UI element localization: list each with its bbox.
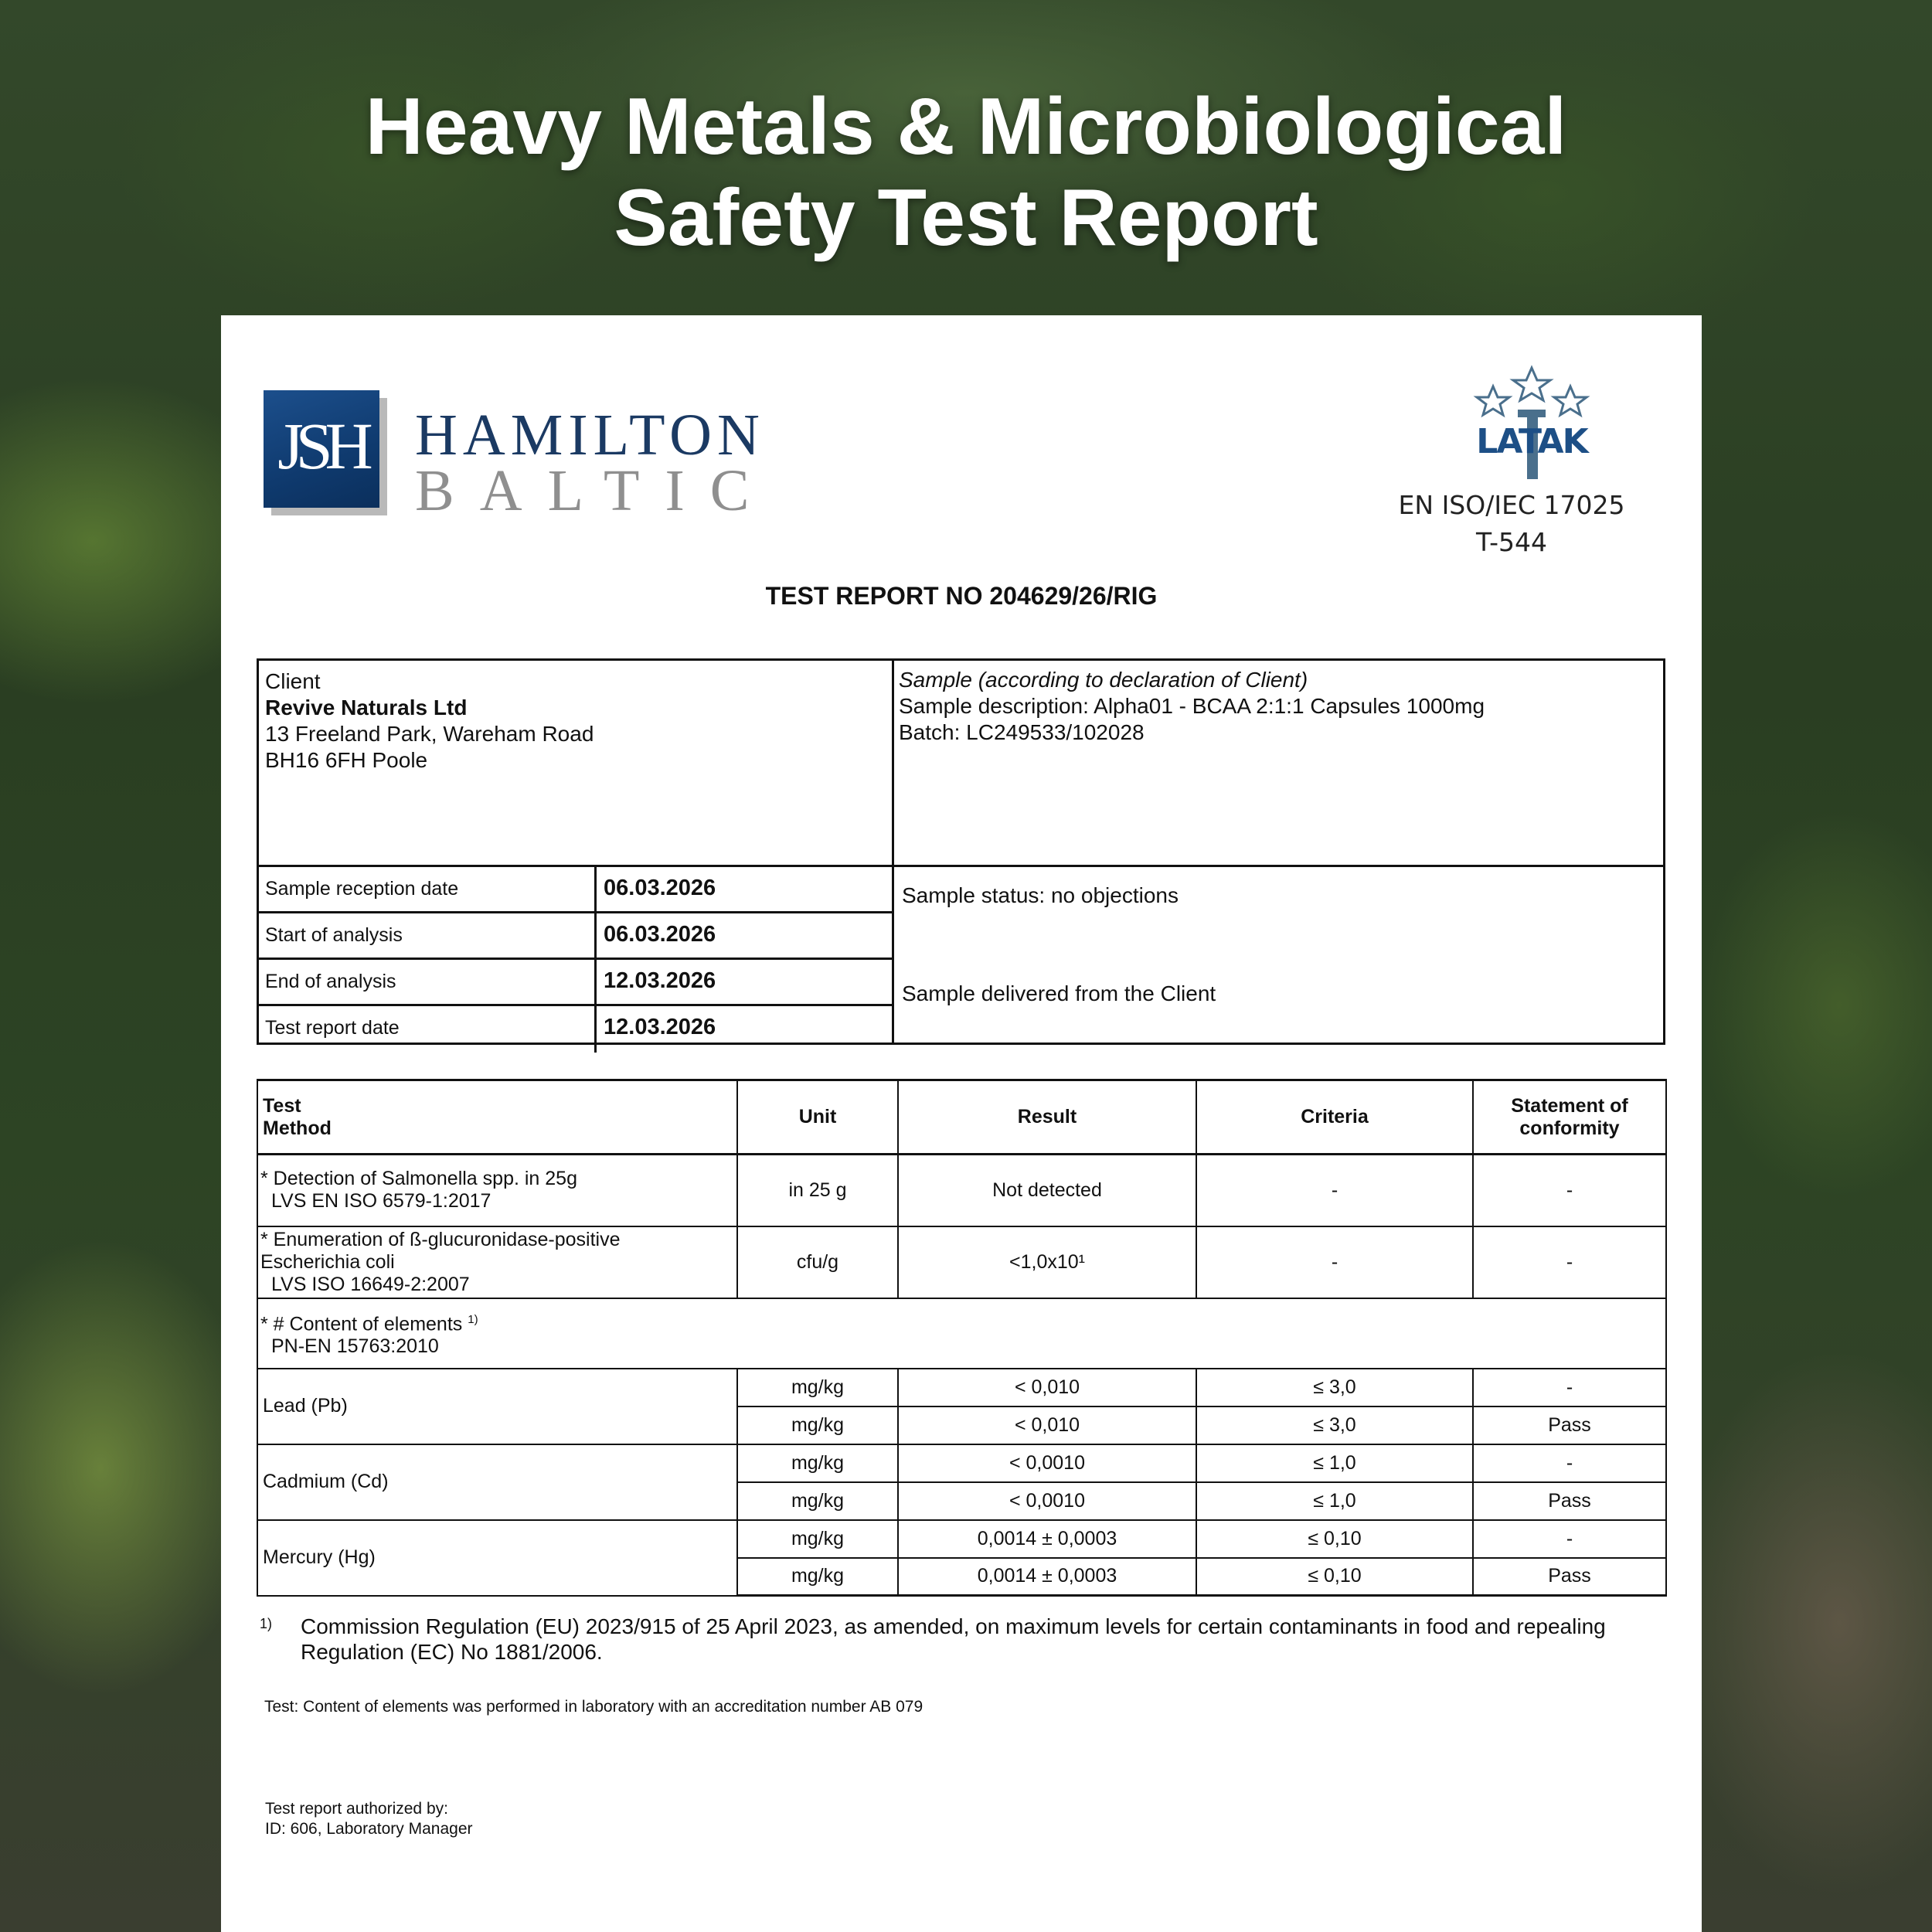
table-row-salmonella bbox=[257, 1155, 1666, 1226]
report-document bbox=[221, 315, 1702, 1932]
conformity-cell: Pass bbox=[1473, 1558, 1666, 1596]
laboratory-note: Test: Content of elements was performed in laboratory with an accreditation number AB 079 bbox=[264, 1698, 923, 1716]
date-label: Sample reception date bbox=[265, 878, 459, 900]
date-label: Test report date bbox=[265, 1017, 400, 1039]
result-cell: < 0,010 bbox=[898, 1369, 1196, 1406]
footnote-text: Commission Regulation (EU) 2023/915 of 25 April 2023, as amended, on maximum levels for certain contaminants in food and repealing Regulation (EC) No 1881/2006. bbox=[301, 1614, 1606, 1664]
criteria-cell: ≤ 0,10 bbox=[1196, 1558, 1473, 1596]
date-row bbox=[259, 1006, 892, 1050]
date-row bbox=[259, 867, 892, 913]
report-number: TEST REPORT NO 204629/26/RIG bbox=[765, 582, 1158, 610]
client-block bbox=[265, 668, 594, 774]
date-value: 06.03.2026 bbox=[604, 876, 716, 900]
result-cell: 0,0014 ± 0,0003 bbox=[898, 1558, 1196, 1596]
logo-monogram-box bbox=[264, 390, 379, 508]
result-cell: < 0,010 bbox=[898, 1406, 1196, 1444]
date-row bbox=[259, 913, 892, 960]
client-name: Revive Naturals Ltd bbox=[265, 696, 468, 719]
client-address-line1: 13 Freeland Park, Wareham Road bbox=[265, 722, 594, 746]
authorization-block bbox=[265, 1799, 473, 1839]
authorization-line2: ID: 606, Laboratory Manager bbox=[265, 1820, 473, 1838]
results-table bbox=[257, 1079, 1667, 1597]
criteria-cell: - bbox=[1196, 1226, 1473, 1298]
logo-monogram: JSH bbox=[277, 409, 366, 483]
method-cell: * Enumeration of ß-glucuronidase-positive Escherichia coli LVS ISO 16649-2:2007 bbox=[257, 1226, 737, 1298]
header-test-method: Test Method bbox=[257, 1080, 737, 1155]
header-criteria: Criteria bbox=[1196, 1080, 1473, 1155]
unit-cell: mg/kg bbox=[737, 1369, 898, 1406]
result-cell: < 0,0010 bbox=[898, 1444, 1196, 1482]
conformity-cell: - bbox=[1473, 1226, 1666, 1298]
hamilton-baltic-logo bbox=[264, 390, 804, 522]
info-box bbox=[257, 658, 1665, 1045]
accreditation-code: T-544 bbox=[1475, 527, 1548, 557]
footnote-mark: 1) bbox=[260, 1616, 273, 1631]
result-cell: < 0,0010 bbox=[898, 1482, 1196, 1520]
header-unit: Unit bbox=[737, 1080, 898, 1155]
conformity-cell: - bbox=[1473, 1155, 1666, 1226]
client-address-line2: BH16 6FH Poole bbox=[265, 748, 428, 772]
criteria-cell: - bbox=[1196, 1155, 1473, 1226]
client-heading: Client bbox=[265, 669, 321, 693]
sample-description: Sample description: Alpha01 - BCAA 2:1:1 Capsules 1000mg bbox=[899, 694, 1485, 718]
results-header-row bbox=[257, 1080, 1666, 1155]
conformity-cell: - bbox=[1473, 1369, 1666, 1406]
sample-status: Sample status: no objections bbox=[902, 883, 1179, 907]
logo-word-hamilton: HAMILTON bbox=[415, 403, 765, 468]
hero-title-line1: Heavy Metals & Microbiological bbox=[365, 82, 1567, 172]
latak-accreditation-logo bbox=[1447, 362, 1617, 485]
date-label: End of analysis bbox=[265, 971, 396, 992]
result-cell: 0,0014 ± 0,0003 bbox=[898, 1520, 1196, 1558]
date-value: 06.03.2026 bbox=[604, 922, 716, 947]
latak-logo-text: LATAK bbox=[1476, 422, 1587, 461]
result-cell: <1,0x10¹ bbox=[898, 1226, 1196, 1298]
table-row-mercury bbox=[257, 1520, 1666, 1558]
unit-cell: in 25 g bbox=[737, 1155, 898, 1226]
logo-word-baltic: BALTIC bbox=[415, 458, 775, 523]
method-cell: * Detection of Salmonella spp. in 25g LVS EN ISO 6579-1:2017 bbox=[257, 1155, 737, 1226]
criteria-cell: ≤ 3,0 bbox=[1196, 1369, 1473, 1406]
criteria-cell: ≤ 0,10 bbox=[1196, 1520, 1473, 1558]
criteria-cell: ≤ 3,0 bbox=[1196, 1406, 1473, 1444]
criteria-cell: ≤ 1,0 bbox=[1196, 1444, 1473, 1482]
table-row-cadmium bbox=[257, 1444, 1666, 1482]
date-label: Start of analysis bbox=[265, 924, 403, 946]
conformity-cell: - bbox=[1473, 1444, 1666, 1482]
date-value: 12.03.2026 bbox=[604, 968, 716, 993]
criteria-cell: ≤ 1,0 bbox=[1196, 1482, 1473, 1520]
table-row-lead bbox=[257, 1369, 1666, 1406]
hero-title-line2: Safety Test Report bbox=[614, 173, 1318, 263]
dates-table bbox=[259, 867, 892, 1050]
date-row bbox=[259, 960, 892, 1006]
result-cell: Not detected bbox=[898, 1155, 1196, 1226]
conformity-cell: Pass bbox=[1473, 1406, 1666, 1444]
unit-cell: mg/kg bbox=[737, 1406, 898, 1444]
sample-heading: Sample (according to declaration of Client) bbox=[899, 668, 1308, 692]
metal-name-cell: Cadmium (Cd) bbox=[257, 1444, 737, 1520]
sample-delivery: Sample delivered from the Client bbox=[902, 981, 1216, 1005]
elements-method-cell: * # Content of elements $^{1)}$ PN-EN 15763:2010 bbox=[257, 1298, 1666, 1369]
hero-title bbox=[0, 81, 1932, 264]
unit-cell: mg/kg bbox=[737, 1558, 898, 1596]
sample-batch: Batch: LC249533/102028 bbox=[899, 720, 1145, 744]
conformity-cell: Pass bbox=[1473, 1482, 1666, 1520]
accreditation-info bbox=[1365, 487, 1658, 561]
unit-cell: mg/kg bbox=[737, 1482, 898, 1520]
table-row-elements bbox=[257, 1298, 1666, 1369]
unit-cell: mg/kg bbox=[737, 1444, 898, 1482]
conformity-cell: - bbox=[1473, 1520, 1666, 1558]
header-conformity: Statement of conformity bbox=[1473, 1080, 1666, 1155]
unit-cell: cfu/g bbox=[737, 1226, 898, 1298]
date-value: 12.03.2026 bbox=[604, 1015, 716, 1039]
sample-block bbox=[899, 667, 1485, 746]
unit-cell: mg/kg bbox=[737, 1520, 898, 1558]
metal-name-cell: Mercury (Hg) bbox=[257, 1520, 737, 1596]
metal-name-cell: Lead (Pb) bbox=[257, 1369, 737, 1444]
header-result: Result bbox=[898, 1080, 1196, 1155]
authorization-line1: Test report authorized by: bbox=[265, 1800, 448, 1818]
accreditation-standard: EN ISO/IEC 17025 bbox=[1398, 490, 1625, 520]
table-row-ecoli bbox=[257, 1226, 1666, 1298]
